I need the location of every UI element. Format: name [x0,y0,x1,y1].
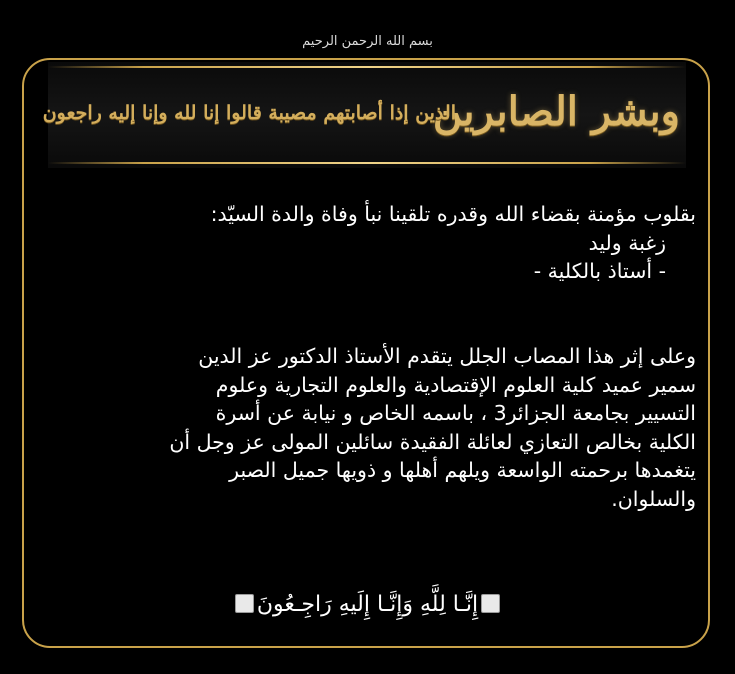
bismillah-text: بسم الله الرحمن الرحيم [302,34,433,49]
banner-top-rule [48,66,686,68]
deceased-relative-name: زغبة وليد [588,230,666,255]
condolence-paragraph [40,342,696,513]
calligraphy-small-text: الذين إذا أصابتهم مصيبة قالوا إنا لله وإنا إليه راجعون [42,102,456,124]
quran-verse [0,592,735,617]
paragraph-line: سمير عميد كلية العلوم الإقتصادية والعلوم التجارية وعلوم [215,372,696,397]
paragraph-line: يتغمدها برحمته الواسعة ويلهم أهلها و ذويها جميل الصبر [229,458,696,482]
paragraph-line: والسلوان. [611,486,696,511]
ornament-box-icon [235,594,254,613]
relative-title: - أستاذ بالكلية - [533,259,666,283]
paragraph-line: الكلية بخالص التعازي لعائلة الفقيدة سائلين المولى عز وجل أن [169,429,696,454]
calligraphy-large-text: وبشر الصابرين [432,88,680,135]
banner-bottom-rule [48,162,686,164]
intro-line: بقلوب مؤمنة بقضاء الله وقدره تلقينا نبأ وفاة والدة السيّد: [210,202,696,226]
intro-paragraph [40,200,696,286]
verse-text: إِنَّـا لِلَّهِ وَإِنَّـا إِلَيهِ رَاجِـعُونَ [256,592,479,617]
ornament-box-icon [481,594,500,613]
paragraph-line: التسيير بجامعة الجزائر3 ، باسمه الخاص و نيابة عن أسرة [215,401,696,425]
paragraph-line: وعلى إثر هذا المصاب الجلل يتقدم الأستاذ الدكتور عز الدين [198,344,696,368]
